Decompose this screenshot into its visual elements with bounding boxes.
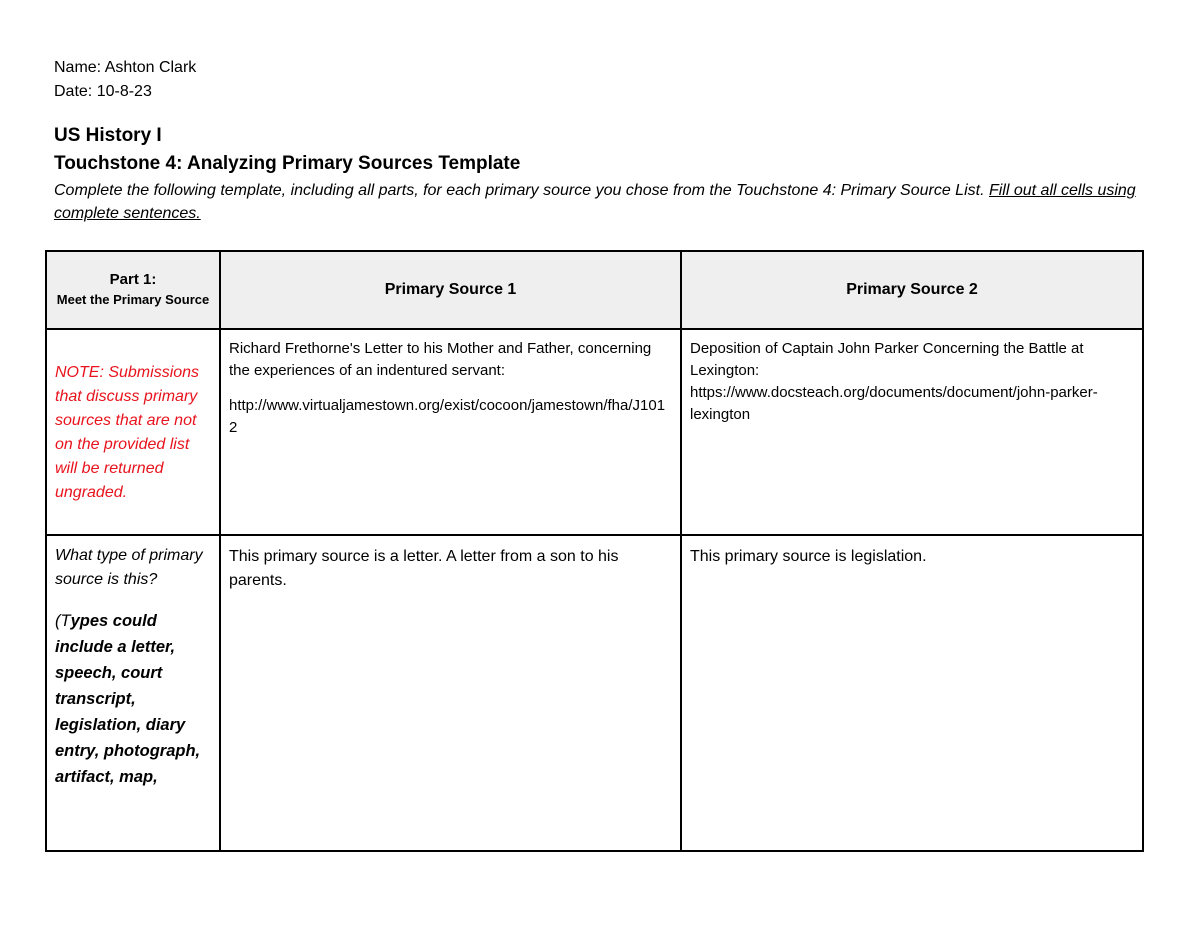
student-info: [54, 56, 196, 104]
source2-title: Deposition of Captain John Parker Concerning the Battle at Lexington:: [690, 340, 1084, 379]
source1-title: Richard Frethorne's Letter to his Mother and Father, concerning the experiences of an indentured servant:: [229, 340, 652, 379]
source1-url: http://www.virtualjamestown.org/exist/cocoon/jamestown/fha/J1012: [229, 397, 666, 436]
meet-label: Meet the Primary Source: [56, 292, 210, 307]
template-table: [45, 250, 1144, 852]
assignment-title: Touchstone 4: Analyzing Primary Sources Template: [54, 153, 521, 174]
table-row: [46, 535, 1143, 851]
title-block: [54, 122, 1150, 225]
student-name: Name: Ashton Clark: [54, 59, 197, 76]
question-text: What type of primary source is this?: [55, 547, 203, 588]
source1-cell[interactable]: [220, 329, 681, 535]
table-header-row: [46, 251, 1143, 329]
source1-header: Primary Source 1: [220, 251, 681, 329]
instructions-underlined: Fill out all cells using complete sentences.: [54, 182, 1136, 222]
answer1-text: This primary source is a letter. A letter from a son to his parents.: [229, 548, 619, 589]
instructions-text: Complete the following template, including all parts, for each primary source you chose from the Touchstone 4: Primary Source List.: [54, 182, 989, 199]
table-row: [46, 329, 1143, 535]
part-label: Part 1:: [109, 271, 157, 288]
answer1-cell[interactable]: [220, 535, 681, 851]
types-hint: [55, 608, 211, 790]
types-prefix: (T: [55, 612, 71, 630]
source2-url: https://www.docsteach.org/documents/document/john-parker-lexington: [690, 384, 1098, 423]
course-title: US History I: [54, 125, 162, 146]
source2-header: Primary Source 2: [681, 251, 1143, 329]
part-header-cell: [46, 251, 220, 329]
note-cell: [46, 329, 220, 535]
types-list: ypes could include a letter, speech, court transcript, legislation, diary entry, photograph, artifact, map,: [55, 612, 201, 786]
answer2-text: This primary source is legislation.: [690, 548, 927, 565]
instructions: [54, 179, 1150, 225]
note-text: NOTE: Submissions that discuss primary sources that are not on the provided list will be returned ungraded.: [55, 364, 200, 501]
submission-date: Date: 10-8-23: [54, 83, 152, 100]
source2-cell[interactable]: [681, 329, 1143, 535]
question-cell: [46, 535, 220, 851]
answer2-cell[interactable]: [681, 535, 1143, 851]
